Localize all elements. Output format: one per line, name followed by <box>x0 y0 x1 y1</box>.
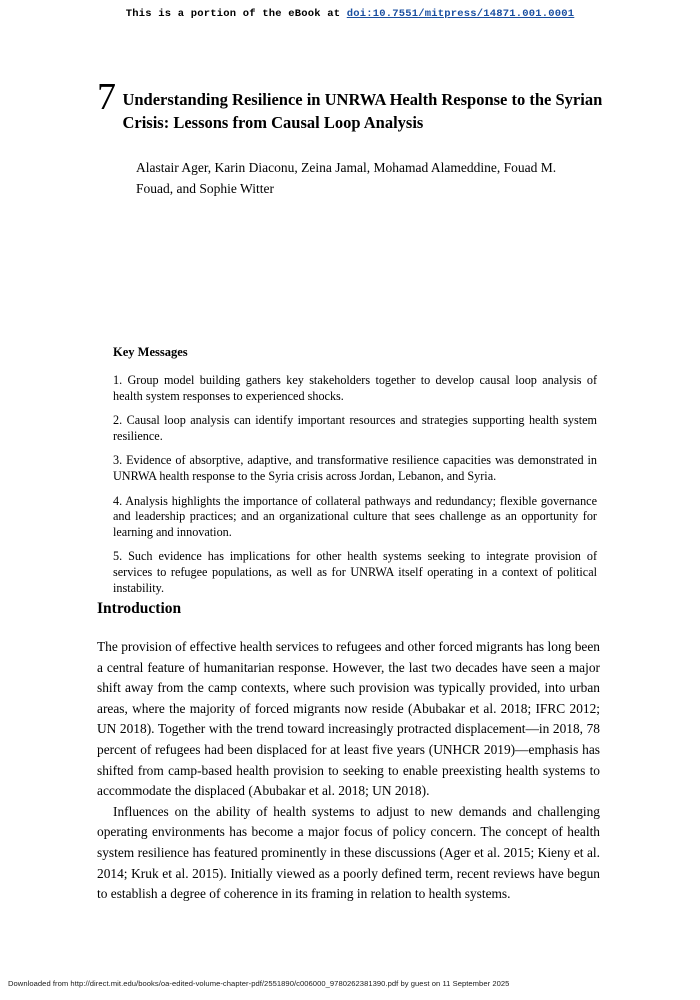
key-message-item: 5. Such evidence has implications for other health systems seeking to integrate provision of services to refugee populations, as well as for UNRWA itself operating in a context of political instability. <box>113 549 597 595</box>
key-message-item: 1. Group model building gathers key stakeholders together to develop causal loop analysis of health system responses to experienced shocks. <box>113 373 597 403</box>
introduction-body <box>97 637 600 905</box>
banner-prefix-text: This is a portion of the eBook at <box>125 8 347 20</box>
page-title: Understanding Resilience in UNRWA Health Response to the Syrian Crisis: Lessons from Causal Loop Analysis <box>122 90 603 132</box>
doi-link[interactable]: doi:10.7551/mitpress/14871.001.0001 <box>346 8 575 20</box>
key-messages-block <box>113 345 597 605</box>
key-message-item: 4. Analysis highlights the importance of collateral pathways and redundancy; flexible governance and leadership practices; and an organizational culture that sees challenge as an opportunity for learning and innovation. <box>113 493 597 539</box>
body-paragraph: Influences on the ability of health systems to adjust to new demands and challenging operating environments has become a major focus of policy concern. The concept of health system resilience has featured prominently in these discussions (Ager et al. 2015; Kieny et al. 2014; Kruk et al. 2015). Initially viewed as a poorly defined term, recent reviews have begun to establish a degree of coherence in its framing in relation to health systems. <box>97 803 600 902</box>
author-list: Alastair Ager, Karin Diaconu, Zeina Jamal, Mohamad Alameddine, Fouad M. Fouad, and Sophie Witter <box>136 160 557 196</box>
key-message-item: 3. Evidence of absorptive, adaptive, and transformative resilience capacities was demonstrated in UNRWA health response to the Syria crisis across Jordan, Lebanon, and Syria. <box>113 453 597 483</box>
key-message-item: 2. Causal loop analysis can identify important resources and strategies supporting health system resilience. <box>113 413 597 443</box>
download-footer: Downloaded from http://direct.mit.edu/books/oa-edited-volume-chapter-pdf/2551890/c006000_9780262381390.pdf by guest on 11 September 2025 <box>8 979 510 988</box>
body-paragraph: The provision of effective health services to refugees and other forced migrants has long been a central feature of humanitarian response. However, the last two decades have seen a major shift away from the camp contexts, where such provision was typically provided, into urban areas, where the majority of forced migrants now reside (Abubakar et al. 2018; IFRC 2012; UN 2018). Together with the trend toward increasingly protracted displacement—in 2018, 78 percent of refugees had been displaced for at least five years (UNHCR 2019)—emphasis has shifted from camp-based health provision to seeking to enable preexisting health systems to accommodate the displaced (Abubakar et al. 2018; UN 2018). <box>97 639 600 799</box>
section-heading-introduction: Introduction <box>97 600 182 617</box>
key-messages-heading: Key Messages <box>113 345 188 359</box>
chapter-number: 7 <box>97 76 116 118</box>
ebook-source-banner <box>0 8 700 20</box>
chapter-heading <box>97 78 607 134</box>
